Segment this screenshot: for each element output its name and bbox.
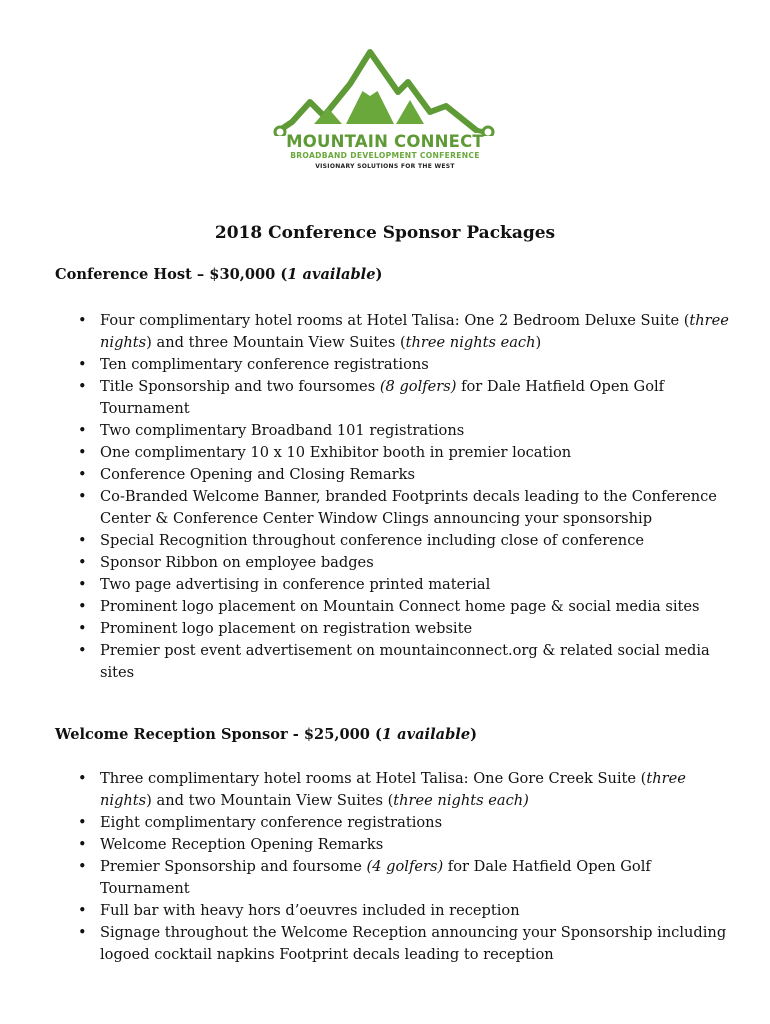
heading-end: ) — [470, 726, 478, 743]
benefit-text: ) and two Mountain View Suites ( — [146, 792, 394, 809]
benefit-item — [100, 420, 730, 442]
welcome-reception-benefits-list — [100, 768, 730, 966]
benefit-item — [100, 574, 730, 596]
benefit-item — [100, 640, 730, 684]
benefit-text-italic: (4 golfers) — [366, 858, 444, 875]
benefit-text: Welcome Reception Opening Remarks — [100, 836, 384, 853]
document-title: 2018 Conference Sponsor Packages — [214, 223, 556, 243]
benefit-text: Sponsor Ribbon on employee badges — [100, 554, 374, 571]
benefit-text-italic: three nights — [100, 770, 686, 809]
benefit-text: Conference Opening and Closing Remarks — [100, 466, 415, 483]
benefit-item — [100, 596, 730, 618]
benefit-item — [100, 442, 730, 464]
mountain-connect-logo — [270, 46, 500, 176]
benefit-item — [100, 486, 730, 530]
benefit-text: Premier post event advertisement on mountainconnect.org & related social media sites — [100, 642, 710, 681]
benefit-item — [100, 856, 730, 900]
benefit-item — [100, 922, 730, 966]
benefit-item — [100, 376, 730, 420]
benefit-text-italic: three nights each) — [393, 792, 529, 809]
benefit-text: ) — [535, 334, 542, 351]
benefit-text: Special Recognition throughout conference including close of conference — [100, 532, 645, 549]
benefit-text: Eight complimentary conference registrations — [100, 814, 443, 831]
availability-text: 1 available — [287, 266, 376, 283]
benefit-item — [100, 530, 730, 552]
benefit-text: Co-Branded Welcome Banner, branded Footprints decals leading to the Conference Center & Conference Center Window Clings announcing your sponsorship — [100, 488, 717, 527]
benefit-item — [100, 618, 730, 640]
availability-text: 1 available — [381, 726, 471, 743]
conference-host-benefits-list — [100, 310, 730, 684]
benefit-text: Two page advertising in conference printed material — [100, 576, 491, 593]
benefit-text: Prominent logo placement on registration website — [100, 620, 473, 637]
benefit-item — [100, 354, 730, 376]
heading-text: Conference Host – $30,000 ( — [55, 266, 288, 283]
benefit-item — [100, 900, 730, 922]
benefit-text: Full bar with heavy hors d’oeuvres included in reception — [100, 902, 520, 919]
benefit-text-italic: (8 golfers) — [379, 378, 457, 395]
benefit-item — [100, 464, 730, 486]
logo-subtitle: BROADBAND DEVELOPMENT CONFERENCE — [290, 151, 480, 160]
benefit-text: One complimentary 10 x 10 Exhibitor booth in premier location — [100, 444, 572, 461]
benefit-text: for Dale Hatfield Open Golf Tournament — [100, 378, 665, 417]
heading-text: Welcome Reception Sponsor - $25,000 ( — [55, 726, 382, 743]
benefit-text: Two complimentary Broadband 101 registrations — [100, 422, 465, 439]
heading-end: ) — [375, 266, 383, 283]
section-heading-welcome-reception — [55, 726, 477, 743]
benefit-text: Premier Sponsorship and foursome — [100, 858, 367, 875]
mountain-logo-icon — [270, 46, 500, 136]
benefit-text: Prominent logo placement on Mountain Connect home page & social media sites — [100, 598, 700, 615]
benefit-text-italic: three nights each — [405, 334, 536, 351]
benefit-text-italic: three nights — [100, 312, 729, 351]
benefit-text: for Dale Hatfield Open Golf Tournament — [100, 858, 651, 897]
benefit-text: Title Sponsorship and two foursomes — [100, 378, 380, 395]
logo-tagline: VISIONARY SOLUTIONS FOR THE WEST — [315, 163, 455, 170]
benefit-item — [100, 310, 730, 354]
section-heading-conference-host — [55, 266, 382, 283]
benefit-item — [100, 812, 730, 834]
benefit-text: Four complimentary hotel rooms at Hotel Talisa: One 2 Bedroom Deluxe Suite ( — [100, 312, 690, 329]
benefit-item — [100, 834, 730, 856]
benefit-text: Three complimentary hotel rooms at Hotel Talisa: One Gore Creek Suite ( — [100, 770, 647, 787]
benefit-text: ) and three Mountain View Suites ( — [146, 334, 406, 351]
benefit-item — [100, 552, 730, 574]
logo-name: MOUNTAIN CONNECT — [286, 132, 484, 151]
benefit-item — [100, 768, 730, 812]
benefit-text: Ten complimentary conference registrations — [100, 356, 429, 373]
benefit-text: Signage throughout the Welcome Reception announcing your Sponsorship including logoed cocktail napkins Footprint decals leading to reception — [100, 924, 727, 963]
